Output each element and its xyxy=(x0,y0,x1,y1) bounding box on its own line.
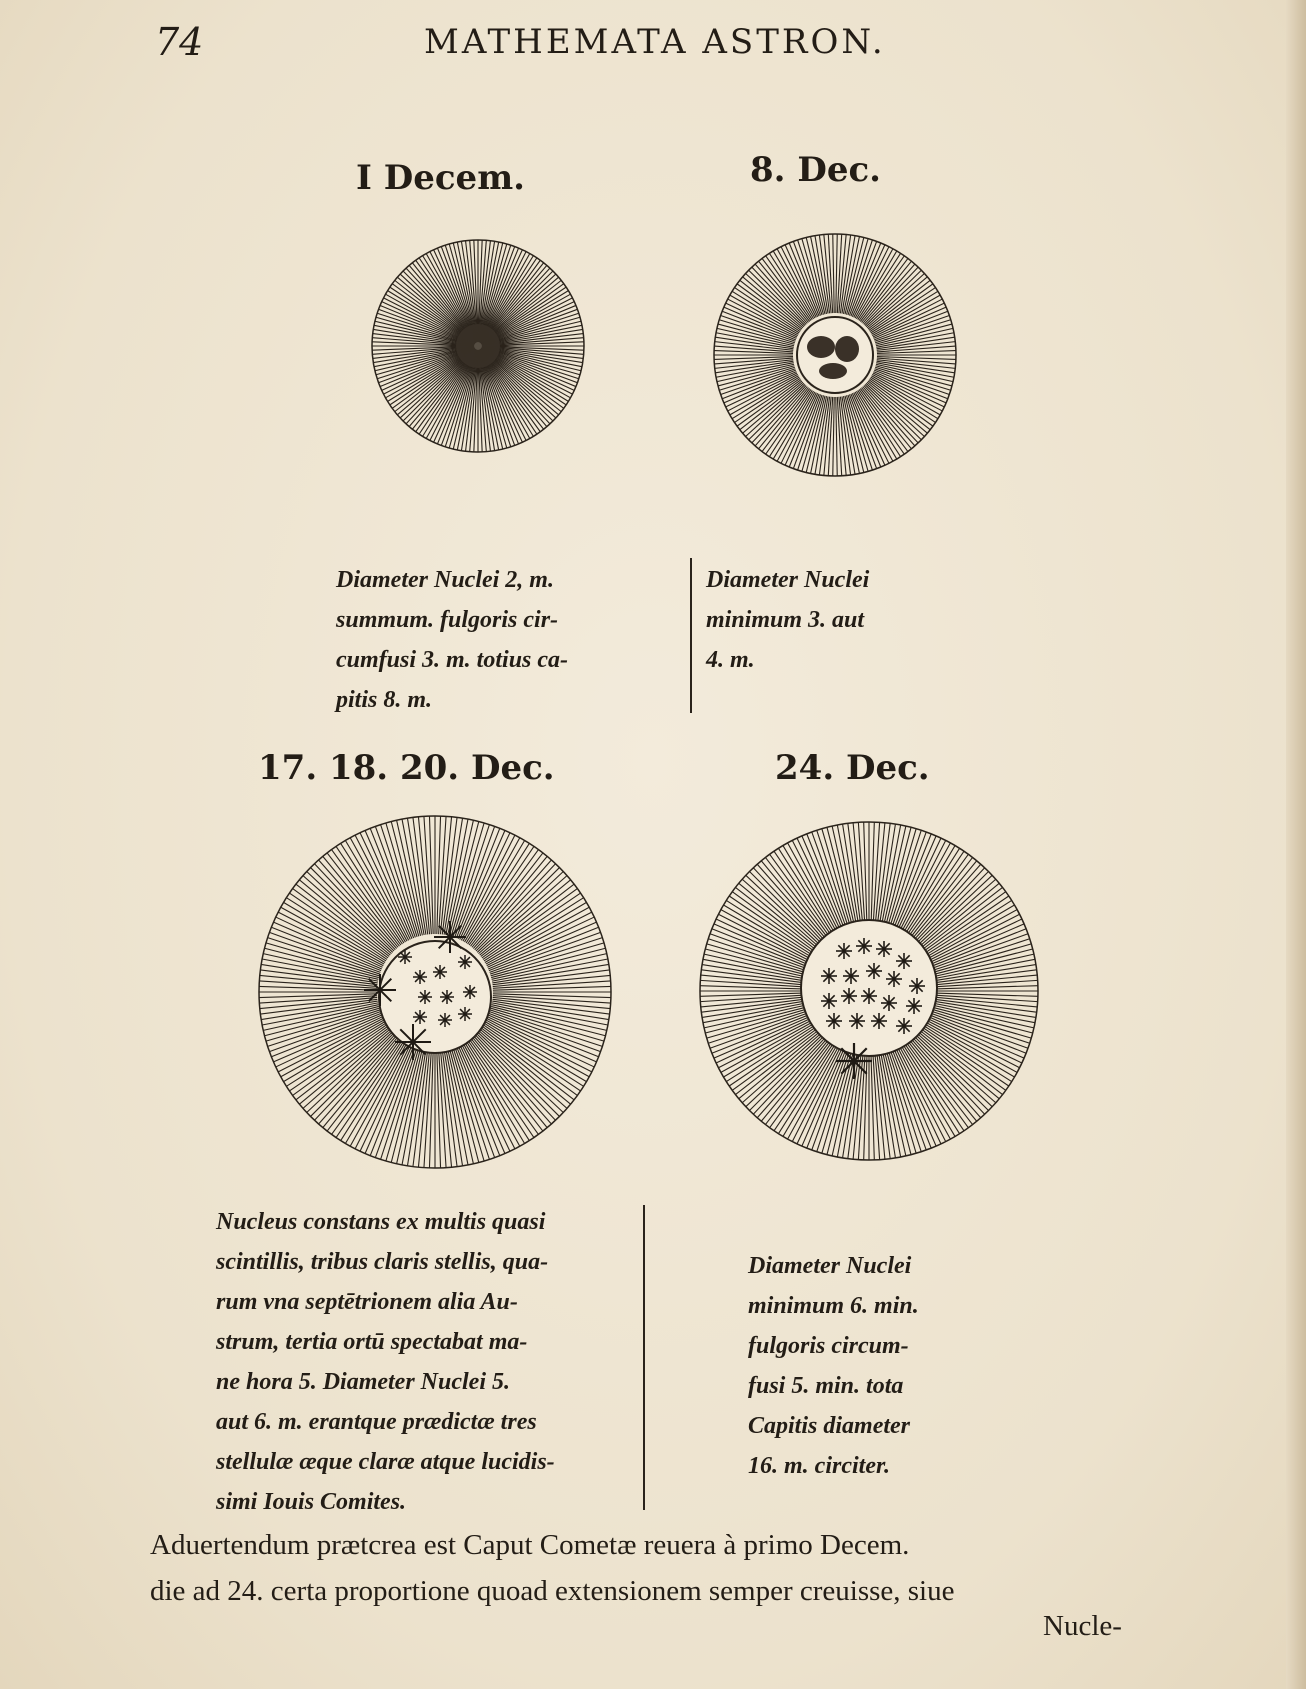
figure-label-1: I Decem. xyxy=(356,158,526,198)
comet-head-figure-3 xyxy=(255,812,615,1172)
page-edge xyxy=(1286,0,1306,1689)
figure-caption-2: Diameter Nuclei minimum 3. aut 4. m. xyxy=(706,567,870,673)
caption-divider-2 xyxy=(643,1205,645,1510)
figure-caption-1: Diameter Nuclei 2, m. summum. fulgoris cir- cumfusi 3. m. totius ca- pitis 8. m. xyxy=(336,567,569,713)
page-number: 74 xyxy=(155,20,204,64)
comet-head-figure-2 xyxy=(710,230,960,480)
caption-divider-1 xyxy=(690,558,692,713)
comet-head-figure-1 xyxy=(368,236,588,456)
running-title: MATHEMATA ASTRON. xyxy=(424,22,886,62)
comet-head-figure-4 xyxy=(696,818,1042,1164)
catchword: Nucle- xyxy=(1043,1610,1122,1642)
figure-label-2: 8. Dec. xyxy=(750,150,881,190)
figure-label-4: 24. Dec. xyxy=(775,748,930,788)
figure-caption-4: Diameter Nuclei minimum 6. min. fulgoris circum- fusi 5. min. tota Capitis diameter 16. m. circiter. xyxy=(748,1253,919,1479)
figure-label-3: 17. 18. 20. Dec. xyxy=(258,748,555,788)
body-paragraph: Aduertendum prætcrea est Caput Cometæ reuera à primo Decem. die ad 24. certa proportione quoad extensionem semper creuisse, siue xyxy=(150,1529,955,1607)
figure-caption-3: Nucleus constans ex multis quasi scintillis, tribus claris stellis, qua- rum vna septētrionem alia Au- strum, tertia ortū spectabat ma- ne hora 5. Diameter Nuclei 5. aut 6. m. erantque prædictæ tres stellulæ æque claræ atque lucidis- simi Iouis Comites. xyxy=(216,1209,555,1515)
